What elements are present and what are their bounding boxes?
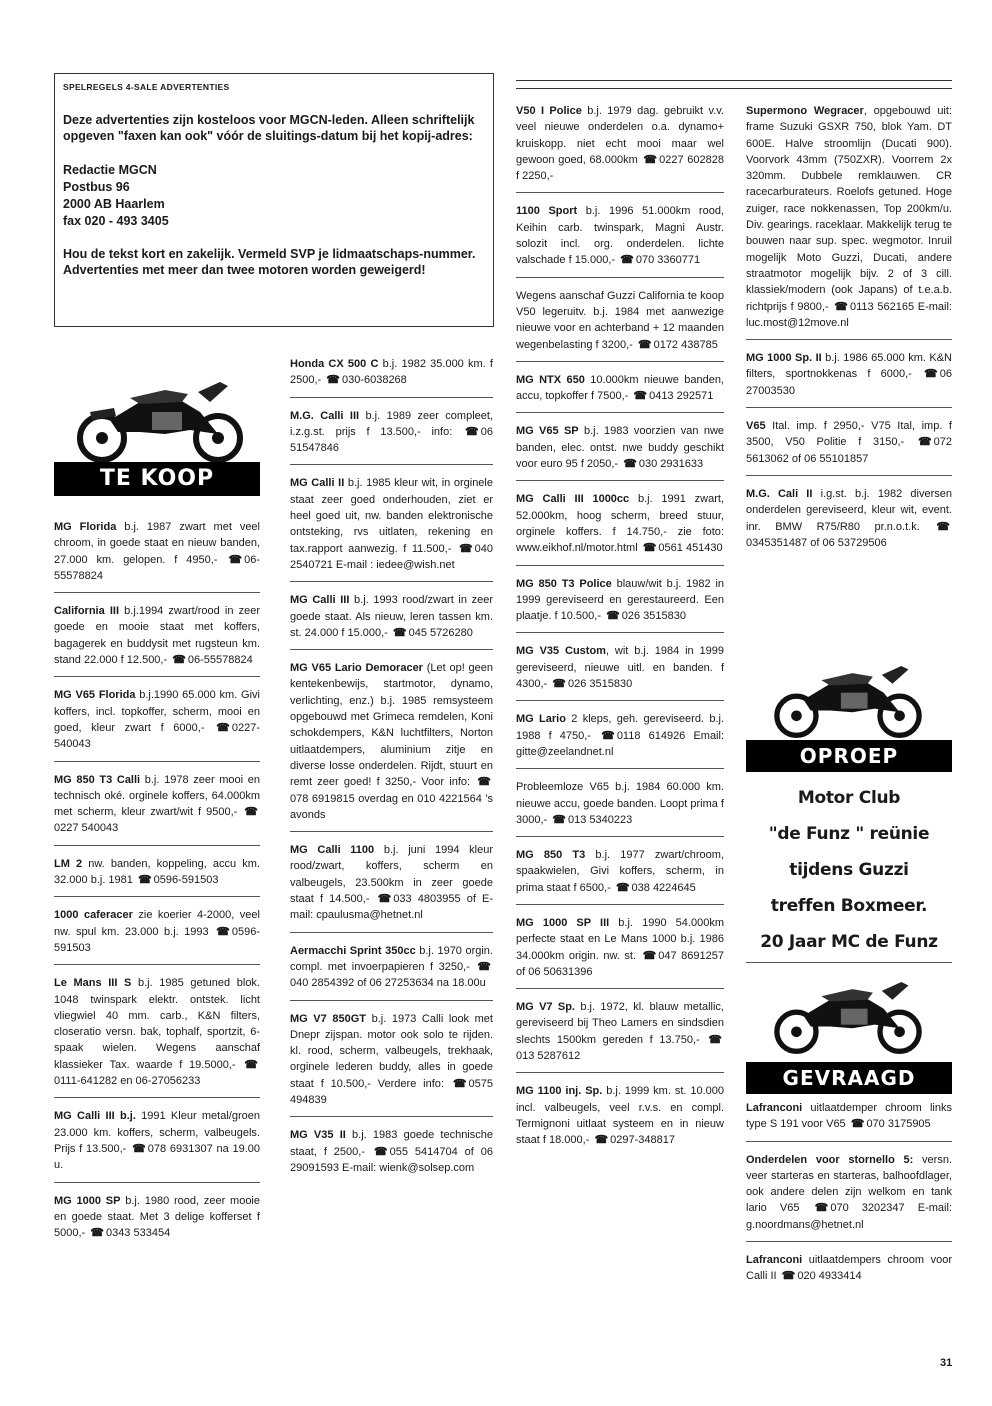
ad-heading: MG Lario <box>516 713 566 726</box>
ad-phone-number: 0111-641282 en 06-27056233 <box>54 1075 201 1088</box>
ad-phone-number: 030-6038268 <box>341 374 407 387</box>
ad-heading: MG Calli II <box>290 477 345 490</box>
classified-ad <box>746 1152 952 1242</box>
top-rule <box>516 80 952 81</box>
classified-ad <box>516 779 724 837</box>
classified-ad <box>516 711 724 769</box>
ad-heading: Lafranconi <box>746 1254 803 1267</box>
ad-phone-number: 0118 614926 <box>616 729 686 742</box>
ad-phone-number: 0227 602828 f 2250,- <box>516 153 724 183</box>
ad-extra: of E-mail: cpaulusma@hetnet.nl <box>290 893 494 922</box>
classified-ad <box>290 475 493 582</box>
classified-ad <box>516 423 724 481</box>
oproep-line: "de Funz " reünie <box>768 824 930 844</box>
ad-phone-number: 040 2854392 of 06 27253634 na 18.00u <box>290 977 486 990</box>
ad-body: Wegens aanschaf Guzzi California te koop V50 legeruitv. b.j. 1984 met aanwezige nieuwe voor en achterband + 12 maanden wegenbelasting f 3200,- <box>516 289 724 351</box>
ad-heading: MG 1100 inj. Sp. <box>516 1085 603 1098</box>
ad-body: b.j. 1982 35.000 km. f 2500,- <box>290 358 493 387</box>
telephone-icon: ☎ <box>465 425 479 438</box>
ad-heading: MG Calli III <box>290 594 350 607</box>
ad-phone-number: 070 3202347 <box>830 1202 905 1215</box>
ad-heading: M.G. Calli III <box>290 409 360 422</box>
column-2 <box>290 356 493 1194</box>
page-number: 31 <box>940 1357 953 1369</box>
telephone-icon: ☎ <box>814 1202 829 1215</box>
ad-phone-number: 013 5340223 <box>567 813 633 826</box>
motorcycle-illustration-icon <box>70 372 250 464</box>
ad-body: 1991 Kleur metal/groen 23.000 km. koffers, scherm, valbeugels. Prijs f 13.500,- <box>54 1110 260 1155</box>
telephone-icon: ☎ <box>477 776 491 789</box>
ad-body: b.j. 1983 goede technische staat, f 2500,- <box>290 1129 493 1158</box>
oproep-line: Motor Club <box>797 788 901 808</box>
classified-ad <box>746 103 952 340</box>
oproep-line: 20 Jaar MC de Funz <box>760 932 938 952</box>
ad-heading: Honda CX 500 C <box>290 358 379 370</box>
ad-heading: MG V35 Custom <box>516 645 606 658</box>
classified-ad <box>290 943 493 1001</box>
telephone-icon: ☎ <box>850 1118 865 1131</box>
ad-phone-number: 0575 494839 <box>290 1077 493 1106</box>
oproep-line: tijdens Guzzi <box>789 860 909 880</box>
telephone-icon: ☎ <box>594 1134 609 1147</box>
telephone-icon: ☎ <box>623 458 637 471</box>
ad-heading: MG V65 Florida <box>54 689 136 702</box>
telephone-icon: ☎ <box>216 925 230 938</box>
motorcycle-illustration-icon <box>768 972 928 1056</box>
ad-phone-number: 0227 540043 <box>54 822 119 835</box>
ad-heading: MG Florida <box>54 521 117 533</box>
telephone-icon: ☎ <box>172 654 186 667</box>
ad-heading: Supermono Wegracer <box>746 105 864 117</box>
address-line: Postbus 96 <box>63 180 130 194</box>
ad-body: (Let op! geen kentekenbewijs, startmotor, dynamo, verlichting, enz.) b.j. 1985 remsysteem opgebouwd met Grimeca remdelen, Koni schokdempers, K&N luchtfilters, Norton uitlaatdempers, aluminium zitje en diverse losse onderdelen. Rijdt, stuurt en remt zeer goed! f 3250,- Voor info: <box>290 662 493 789</box>
telephone-icon: ☎ <box>637 338 652 351</box>
classified-ad <box>54 603 260 677</box>
ad-phone-number: 06-55578824 <box>187 654 253 667</box>
ad-phone-number: 070 3175905 <box>866 1118 931 1131</box>
telephone-icon: ☎ <box>132 1142 146 1155</box>
motorcycle-illustration-icon <box>768 656 928 740</box>
ad-body: uitlaatdemper chroom links type S 191 voor V65 <box>746 1102 952 1131</box>
ad-body: b.j. 1973 Calli look met Dnepr zijspan. motor ook solo te rijden. kl. rood, scherm, valbeugels, trekhaak, orginele lederen buddy, alles in goede staat f 10.500,- Verdere info: <box>290 1012 493 1090</box>
classified-ad <box>516 203 724 277</box>
column-1 <box>54 519 260 1259</box>
telephone-icon: ☎ <box>936 520 950 533</box>
telephone-icon: ☎ <box>477 960 491 973</box>
rules-footer: Hou de tekst kort en zakelijk. Vermeld SVP je lidmaatschaps-nummer. Advertenties met meer dan twee motoren worden geweigerd! <box>63 247 476 277</box>
ad-body: b.j. 1985 getuned blok. 1048 twinspark elektr. ontstek. licht vliegwiel 40 mm. carb., K&N filters, closeratio versn. bak, tophalf, sportzit, 6-spaak wielen. Wegens aanschaf klassieker Tax. waarde f 19.5000,- <box>54 977 260 1071</box>
ad-heading: MG Calli III b.j. <box>54 1110 136 1123</box>
telephone-icon: ☎ <box>552 813 566 826</box>
ad-phone-number: 0297-348817 <box>610 1134 675 1147</box>
ad-phone-number: 078 6931307 na 19.00 u. <box>54 1142 260 1172</box>
ad-phone-number: 0596-591503 <box>153 874 219 887</box>
telephone-icon: ☎ <box>601 729 615 742</box>
telephone-icon: ☎ <box>373 1145 388 1158</box>
telephone-icon: ☎ <box>326 374 340 387</box>
ad-body: b.j. 1977 zwart/chroom, spaakwielen, Givi koffers, scherm, in prima staat f 6500,- <box>516 849 724 894</box>
classified-ad <box>516 643 724 701</box>
ad-body: b.j. 1990 54.000km perfecte staat en Le Mans 1000 b.j. 1986 34.000km origin. nw. st. <box>516 916 724 962</box>
ad-heading: MG Calli 1100 <box>290 844 375 857</box>
oproep-line: treffen Boxmeer. <box>770 896 928 916</box>
ad-heading: MG 1000 Sp. II <box>746 352 822 365</box>
ad-heading: MG 850 T3 <box>516 849 586 862</box>
telephone-icon: ☎ <box>244 806 258 819</box>
ad-body: b.j. 1986 65.000 km. K&N filters, sportnokkenas f 6000,- <box>746 352 952 381</box>
telephone-icon: ☎ <box>392 626 407 639</box>
classified-ad <box>516 576 724 634</box>
ad-heading: MG V65 SP <box>516 425 579 438</box>
ad-heading: Aermacchi Sprint 350cc <box>290 944 416 957</box>
ad-body: , opgebouwd uit: frame Suzuki GSXR 750, blok Yam. DT 600E. Halve stroomlijn (Ducati 900). Voorvork 43mm (750ZXR). Voorrem 2x 320mm. Dubbele remklauwen. CR racecarburateurs. Roelofs getuned. Hoge zuiger, race nokkenassen, Top 200km/u. Div. gearings. raceklaar. Makkelijk terug te bouwen naar sup. spec. wegmotor. Inruil mogelijk Moto Guzzi, Ducati, andere straatmotor mogelijk bijv. 2 of 3 cill. klassiek/modern (ook Japans) of t.e.a.b. richtprijs f 9800,- <box>746 105 952 313</box>
telephone-icon: ☎ <box>642 949 657 962</box>
telephone-icon: ☎ <box>137 874 152 887</box>
ad-body: Ital. imp. f 2950,- V75 Ital, imp. f 3500, V50 Politie f 3150,- <box>746 420 952 449</box>
ad-phone-number: 0596-591503 <box>54 925 260 954</box>
classified-ad <box>516 1083 724 1156</box>
ad-extra: en 010 4221564 's avonds <box>290 792 493 821</box>
telephone-icon: ☎ <box>643 153 658 166</box>
classified-ad <box>290 592 493 650</box>
ad-body: b.j.1990 65.000 km. Givi koffers, incl. topkoffer, scherm, mooi en goed, kleur zwart f 6000,- <box>54 689 260 734</box>
telephone-icon: ☎ <box>615 881 630 894</box>
ad-phone-number: 045 5726280 <box>408 626 473 639</box>
rules-intro: Deze advertenties zijn kosteloos voor MGCN-leden. Alleen schriftelijk opgeven "faxen kan ook" vóór de sluitings-datum bij het kopij-adres: <box>63 113 475 143</box>
classified-ad <box>54 907 260 965</box>
telephone-icon: ☎ <box>377 893 392 906</box>
ad-body: b.j.1994 zwart/rood in zeer goede en mooie staat met koffers, bagagerek en buddysit met rugsteun km. stand 22.000 f 12.500,- <box>54 605 260 667</box>
address-line: Redactie MGCN <box>63 163 157 177</box>
ad-phone-number: 0113 562165 <box>850 300 915 313</box>
ad-phone-number: 030 2931633 <box>638 458 704 471</box>
ad-heading: 1000 caferacer <box>54 909 133 922</box>
telephone-icon: ☎ <box>924 368 938 381</box>
ad-body: b.j. 1985 kleur wit, in orginele staat zeer goed onderhouden, ziet er heel goed uit, nw. banden elektronische ontsteking, rvs uitlaten, rekening en tax.rapport aanwezig. f 11.500,- <box>290 477 493 555</box>
ad-extra: E-mail : iedee@wish.net <box>332 558 455 571</box>
ad-phone-number: 0227-540043 <box>54 721 260 751</box>
ad-body: b.j. 1972, kl. blauw metallic, gereviseerd bij Theo Lamers en sindsdien slechts 1500km gereden f 13.750,- <box>516 1001 724 1046</box>
ad-heading: MG 850 T3 Police <box>516 577 612 590</box>
ad-body: b.j. 1996 51.000km rood, Keihin carb. twinspark, Magni Austr. solozit incl. org. onderdelen. lichte valschade f 15.000,- <box>516 205 725 267</box>
telephone-icon: ☎ <box>90 1227 104 1240</box>
ad-body: b.j. 1999 km. st. 10.000 incl. valbeugels, veel r.v.s. en compl. Termignoni uitlaat systeem en in nieuw staat f 18.000,- <box>516 1085 724 1147</box>
ad-body: b.j. 1979 dag. gebruikt v.v. veel nieuwe onderdelen o.a. dynamo+ kruiskopp. niet echt mooi maar wel gewoon goed, 68.000km <box>516 105 724 166</box>
ad-phone-number: 013 5287612 <box>516 1050 581 1063</box>
ad-body: b.j. juni 1994 kleur rood/zwart, koffers, scherm en valbeugels, 23.500km in zeer goede staat f 14.500,- <box>290 844 493 906</box>
classified-ad <box>516 999 724 1073</box>
address-line: fax 020 - 493 3405 <box>63 214 169 228</box>
classified-ad <box>54 856 260 898</box>
column-3 <box>516 103 724 1167</box>
telephone-icon: ☎ <box>606 610 620 623</box>
ad-body: 10.000km nieuwe banden, accu, topkoffer f 7500,- <box>516 373 724 403</box>
classified-ad <box>516 915 724 989</box>
classified-ad <box>54 975 260 1098</box>
classified-ad <box>54 687 260 761</box>
telephone-icon: ☎ <box>633 390 648 403</box>
ad-body: zie koerier 4-2000, veel nw. spul km. 23.000 b.j. 1993 <box>54 909 260 938</box>
ad-heading: MG Calli III 1000cc <box>516 493 630 506</box>
ad-body: i.g.st. b.j. 1982 diversen onderdelen gereviseerd, kleur wit, event. inr. BMW R75/R80 pr.n.o.t.k. <box>746 487 953 533</box>
ad-phone-number: 0345351487 of 06 53729506 <box>746 536 887 549</box>
classified-ad <box>746 486 952 559</box>
ad-phone-number: 033 4803955 <box>393 893 461 906</box>
ad-heading: 1100 Sport <box>516 205 578 218</box>
telephone-icon: ☎ <box>917 436 932 449</box>
telephone-icon: ☎ <box>552 678 566 691</box>
classified-ad <box>746 350 952 408</box>
ad-heading: MG NTX 650 <box>516 373 585 386</box>
classified-ad <box>516 847 724 905</box>
top-rule <box>516 88 952 89</box>
classified-ad <box>290 408 493 466</box>
classified-ad <box>516 372 724 414</box>
classified-ad <box>54 519 260 593</box>
classified-ad <box>54 1193 260 1250</box>
ad-body: b.j. 1978 zeer mooi en technisch oké. orginele koffers, 64.000km met scherm, kleur zwart/wit f 9500,- <box>54 773 260 819</box>
ad-body: uitlaatdempers chroom voor Calli II <box>746 1254 952 1283</box>
ad-heading: California III <box>54 605 120 618</box>
ad-body: blauw/wit b.j. 1982 in 1999 gereviseerd en gerestaureerd. Een plaatje. f 10.500,- <box>516 577 725 623</box>
ad-heading: Le Mans III S <box>54 977 132 990</box>
classified-ad <box>290 356 493 398</box>
ad-phone-number: 026 3515830 <box>567 678 633 691</box>
ad-extra: Email: gitte@zeelandnet.nl <box>516 729 725 758</box>
telephone-icon: ☎ <box>458 542 473 555</box>
address-line: 2000 AB Haarlem <box>63 197 165 211</box>
classified-ad <box>746 1100 952 1142</box>
ad-phone-number: 070 3360771 <box>635 254 701 267</box>
ad-body: b.j. 1970 orgin. compl. met invoerpapieren f 3250,- <box>290 944 493 973</box>
ad-heading: MG 1000 SP <box>54 1194 121 1207</box>
ad-phone-number: 040 2540721 <box>290 542 493 571</box>
ad-body: , wit b.j. 1984 in 1999 gereviseerd, nieuwe uitl. en banden. f 4300,- <box>516 645 724 691</box>
classified-ad <box>290 660 493 832</box>
classified-ad <box>54 772 260 846</box>
divider <box>746 962 952 963</box>
ad-heading: MG 1000 SP III <box>516 916 610 929</box>
ad-body: b.j. 1993 rood/zwart in zeer goede staat. Als nieuw, leren tassen km. st. 24.000 f 15.000,- <box>290 594 493 639</box>
ad-heading: MG V65 Lario Demoracer <box>290 662 423 675</box>
classified-ad <box>746 418 952 476</box>
ad-phone-number: 047 8691257 of 06 50631396 <box>516 949 725 978</box>
column-4-wanted <box>746 1100 952 1303</box>
telephone-icon: ☎ <box>244 1058 258 1071</box>
ad-body: Probleemloze V65 b.j. 1984 60.000 km. nieuwe accu, goede banden. Loopt prima f 3000,- <box>516 781 724 826</box>
ad-extra: E-mail: luc.most@12move.nl <box>746 300 952 329</box>
ad-phone-number: 0413 292571 <box>649 390 714 403</box>
ad-heading: V65 <box>746 420 766 433</box>
telephone-icon: ☎ <box>228 553 243 566</box>
ad-extra: E-mail: g.noordmans@hetnet.nl <box>746 1202 952 1231</box>
ad-heading: MG 850 T3 Calli <box>54 773 141 786</box>
telephone-icon: ☎ <box>781 1270 796 1283</box>
ad-phone-number: 078 6919815 overdag <box>290 792 398 805</box>
ad-body: nw. banden, koppeling, accu km. 32.000 b.j. 1981 <box>54 857 260 887</box>
ad-phone-number: 026 3515830 <box>621 610 686 623</box>
gevraagd-banner: GEVRAAGD <box>746 1062 952 1094</box>
ad-extra: E-mail: wienk@solsep.com <box>338 1161 475 1174</box>
telephone-icon: ☎ <box>708 1033 722 1046</box>
telephone-icon: ☎ <box>452 1077 467 1090</box>
classified-ad <box>290 842 493 932</box>
rules-title: SPELREGELS 4-SALE ADVERTENTIES <box>63 82 230 92</box>
classified-ad <box>516 288 724 362</box>
ad-body: versn. veer starteras en starteras, balhoofdlager, ook andere delen zijn welkom en tank lario V65 <box>746 1153 952 1215</box>
ad-heading: Lafranconi <box>746 1102 803 1114</box>
ad-body: b.j. 1980 rood, zeer mooie en goede staat. Met 3 delige kofferset f 5000,- <box>54 1194 260 1240</box>
rules-box <box>54 73 494 327</box>
ad-heading: Onderdelen voor stornello 5: <box>746 1153 914 1166</box>
telephone-icon: ☎ <box>642 542 657 555</box>
classified-ad <box>516 491 724 565</box>
telephone-icon: ☎ <box>834 300 848 313</box>
ad-body: b.j. 1983 voorzien van nwe banden, elec. ontst. nwe buddy geschikt voor euro 95 f 2050,- <box>516 425 725 471</box>
oproep-banner: OPROEP <box>746 740 952 772</box>
oproep-text <box>746 780 952 960</box>
ad-heading: MG V7 850GT <box>290 1012 366 1025</box>
ad-phone-number: 06 27003530 <box>746 368 952 397</box>
classified-ad <box>516 103 724 193</box>
classified-ad <box>290 1011 493 1118</box>
ad-body: b.j. 1991 zwart, 52.000km, hoog scherm, breed stuur, orginele koffers. f 14.750,- zie foto: www.eikhof.nl/motor.html <box>516 493 724 555</box>
telephone-icon: ☎ <box>216 721 230 734</box>
ad-heading: V50 I Police <box>516 105 582 117</box>
ad-phone-number: 072 5613062 of 06 55101857 <box>746 436 952 465</box>
ad-body: b.j. 1989 zeer compleet, i.z.g.st. prijs f 13.500,- info: <box>290 409 493 438</box>
ad-phone-number: 0561 451430 <box>658 542 723 555</box>
te-koop-banner: TE KOOP <box>54 462 260 496</box>
column-4 <box>746 103 952 569</box>
rules-address <box>63 162 485 230</box>
ad-heading: M.G. Cali II <box>746 487 813 500</box>
ad-phone-number: 038 4224645 <box>631 881 696 894</box>
ad-body: 2 kleps, geh. gereviseerd. b.j. 1988 f 4750,- <box>516 713 725 742</box>
ad-heading: MG V7 Sp. <box>516 1001 575 1014</box>
classified-ad <box>290 1127 493 1184</box>
ad-phone-number: 020 4933414 <box>797 1270 862 1283</box>
classified-ad <box>54 1108 260 1182</box>
telephone-icon: ☎ <box>620 254 634 267</box>
ad-phone-number: 06 51547846 <box>290 425 493 455</box>
ad-phone-number: 0172 438785 <box>653 338 718 351</box>
ad-heading: LM 2 <box>54 857 83 870</box>
classified-ad <box>746 1252 952 1293</box>
ad-body: b.j. 1987 zwart met veel chroom, in goede staat en nieuw banden, 27.000 km. gelopen. f 4950,- <box>54 521 260 566</box>
ad-phone-number: 055 5414704 of 06 29091593 <box>290 1145 493 1174</box>
ad-heading: MG V35 II <box>290 1129 346 1142</box>
ad-phone-number: 0343 533454 <box>105 1227 171 1240</box>
ad-phone-number: 06-55578824 <box>54 553 260 582</box>
